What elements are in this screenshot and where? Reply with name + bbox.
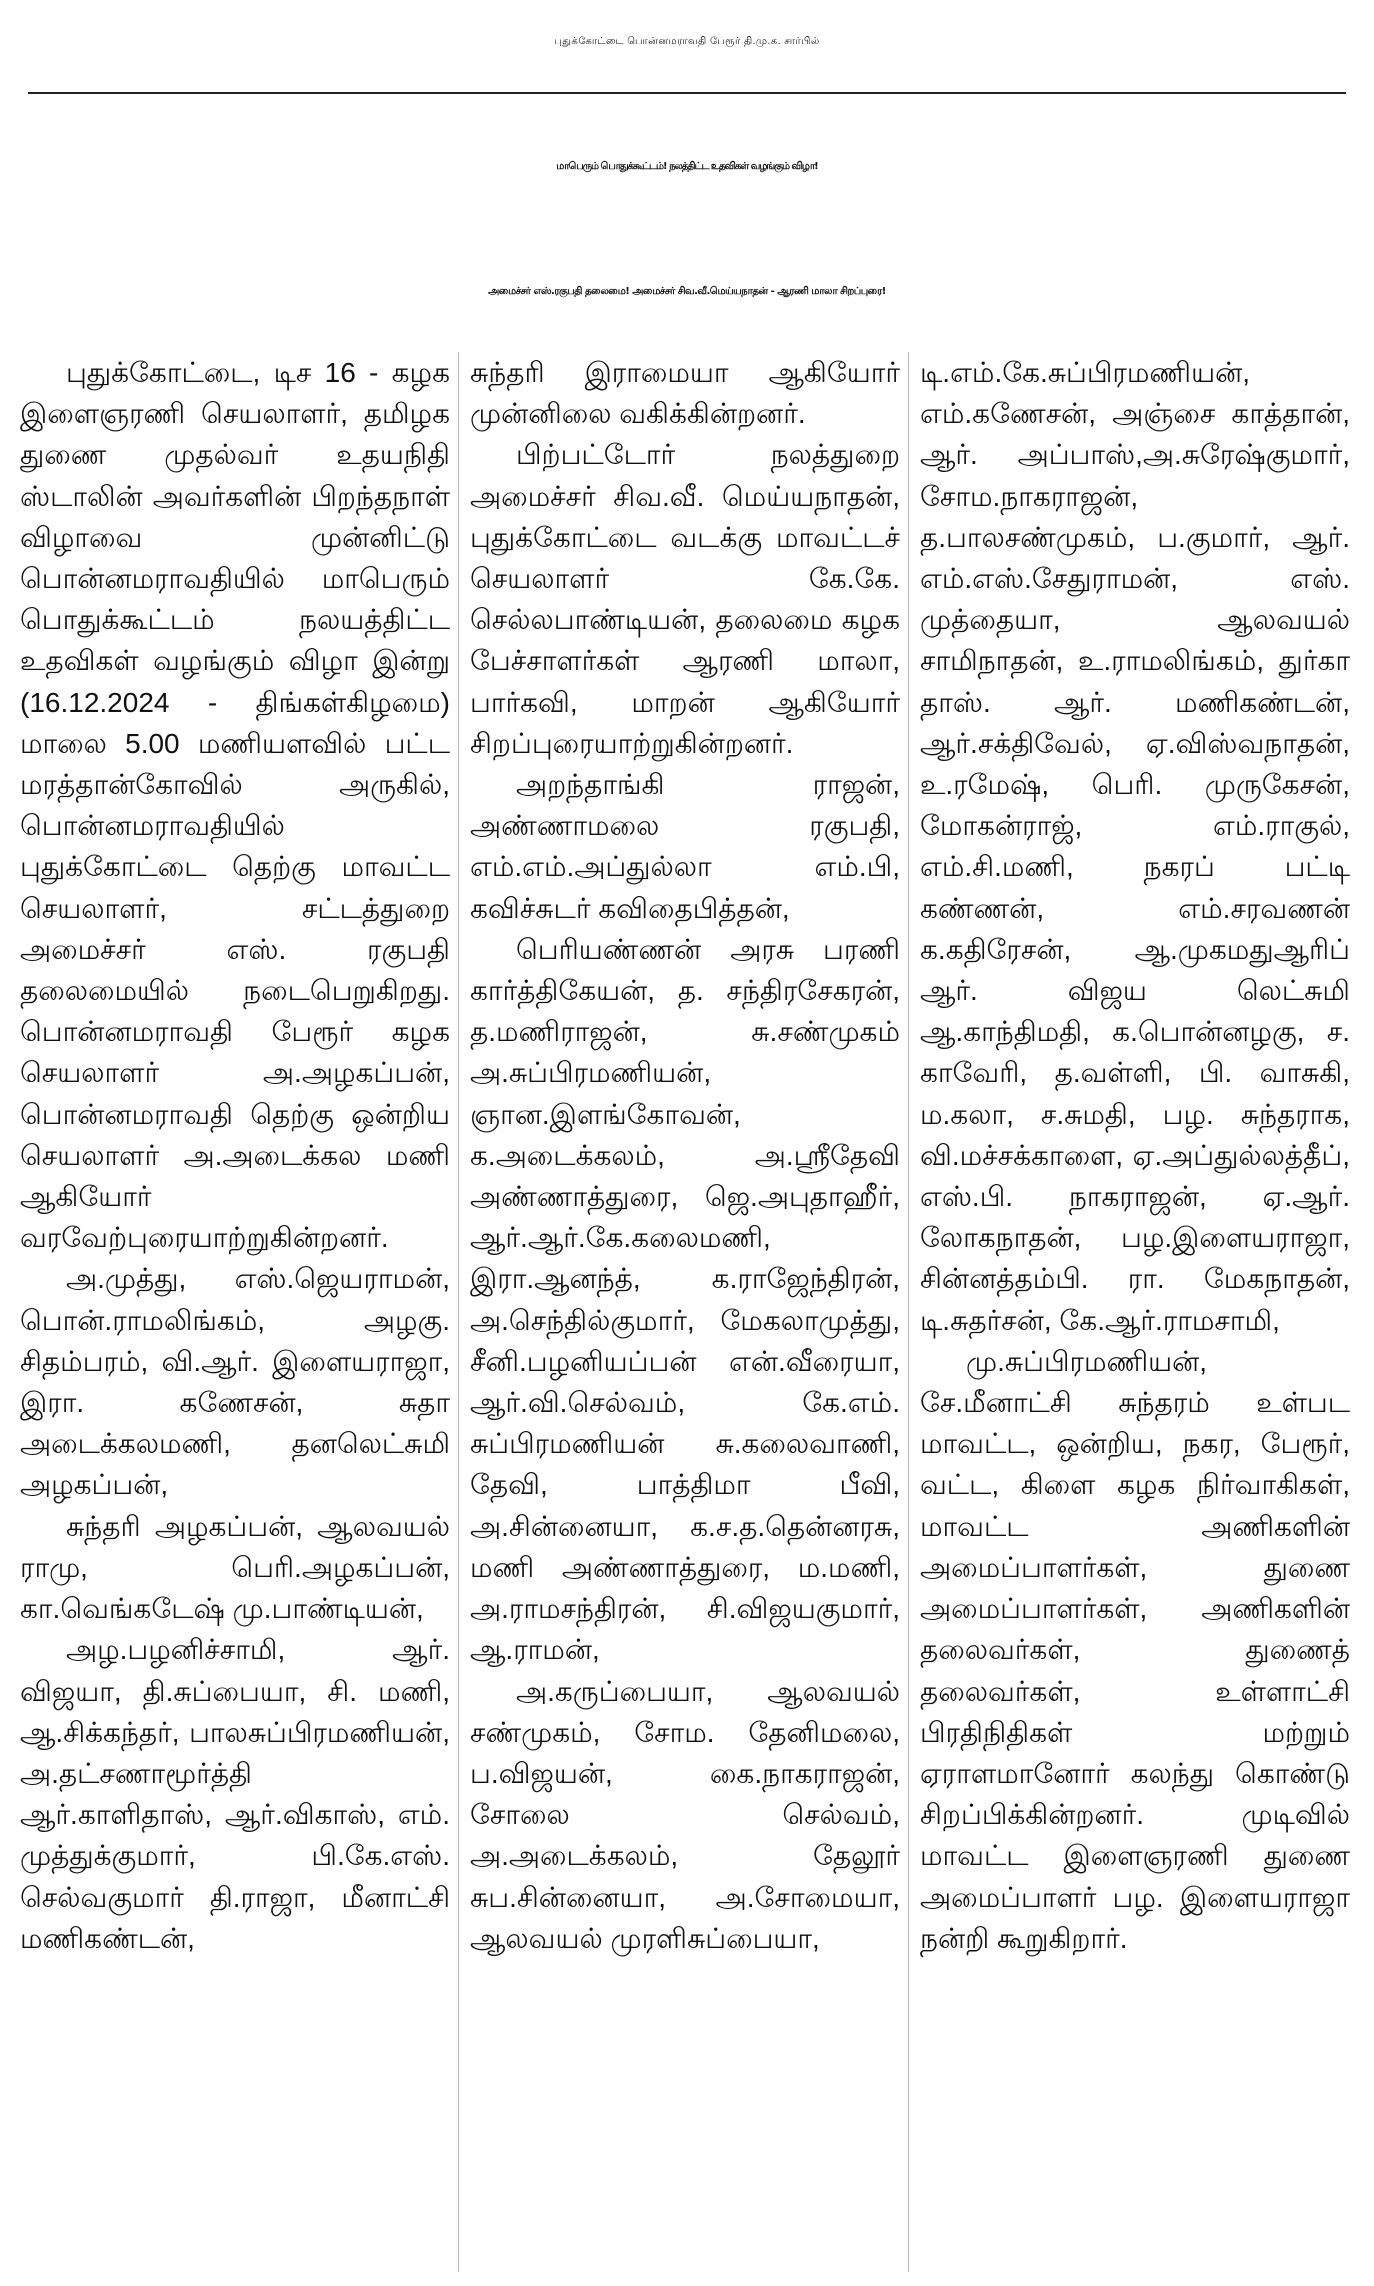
article-column-2 [470, 352, 900, 2272]
paragraph: டி.எம்.கே.சுப்பிரமணியன், எம்.கணேசன், அஞ்சை காத்தான், ஆர். அப்பாஸ்,அ.சுரேஷ்குமார், சோம.நாகராஜன், த.பாலசண்முகம், ப.குமார், ஆர். எம்.எஸ்.சேதுராமன், எஸ். முத்தையா, ஆலவயல் சாமிநாதன், உ.ராமலிங்கம், துர்கா தாஸ். ஆர். மணிகண்டன், ஆர்.சக்திவேல், ஏ.விஸ்வநாதன், உ.ரமேஷ், பெரி. முருகேசன், மோகன்ராஜ், எம்.ராகுல், எம்.சி.மணி, நகரப் பட்டி கண்ணன், எம்.சரவணன் க.கதிரேசன், ஆ.முகமதுஆரிப் ஆர். விஜய லெட்சுமி ஆ.காந்திமதி, க.பொன்னழகு, ச. காவேரி, த.வள்ளி, பி. வாசுகி, ம.கலா, ச.சுமதி, பழ. சுந்தராக, வி.மச்சக்காளை, ஏ.அப்துல்லத்தீப், எஸ்.பி. நாகராஜன், ஏ.ஆர். லோகநாதன், பழ.இளையராஜா, சின்னத்தம்பி. ரா. மேகநாதன், டி.சுதர்சன், கே.ஆர்.ராமசாமி, [920, 357, 1350, 1336]
paragraph: மு.சுப்பிரமணியன், சே.மீனாட்சி சுந்தரம் உள்பட மாவட்ட, ஒன்றிய, நகர, பேரூர், வட்ட, கிளை கழக நிர்வாகிகள், மாவட்ட அணிகளின் அமைப்பாளர்கள், துணை அமைப்பாளர்கள், அணிகளின் தலைவர்கள், துணைத் தலைவர்கள், உள்ளாட்சி பிரதிநிதிகள் மற்றும் ஏராளமானோர் கலந்து கொண்டு சிறப்பிக்கின்றனர். முடிவில் மாவட்ட இளைஞரணி துணை அமைப்பாளர் பழ. இளையராஜா நன்றி கூறுகிறார். [920, 1345, 1350, 1954]
main-headline: மாபெரும் பொதுக்கூட்டம்! நலத்திட்ட உதவிகள் வழங்கும் விழா! [556, 161, 818, 172]
article-column-1 [20, 352, 450, 2272]
column-divider [908, 352, 909, 2272]
paragraph: சுந்தரி இராமையா ஆகியோர் முன்னிலை வகிக்கின்றனர். [470, 357, 900, 430]
paragraph: புதுக்கோட்டை, டிச 16 - கழக இளைஞரணி செயலாளர், தமிழக துணை முதல்வர் உதயநிதி ஸ்டாலின் அவர்களின் பிறந்தநாள் விழாவை முன்னிட்டு பொன்னமராவதியில் மாபெரும் பொதுக்கூட்டம் நலயத்திட்ட உதவிகள் வழங்கும் விழா இன்று (16.12.2024 - திங்கள்கிழமை) மாலை 5.00 மணியளவில் பட்ட மரத்தான்கோவில் அருகில், பொன்னமராவதியில் புதுக்கோட்டை தெற்கு மாவட்ட செயலாளர், சட்டத்துறை அமைச்சர் எஸ். ரகுபதி தலைமையில் நடைபெறுகிறது. பொன்னமராவதி பேரூர் கழக செயலாளர் அ.அழகப்பன், பொன்னமராவதி தெற்கு ஒன்றிய செயலாளர் அ.அடைக்கல மணி ஆகியோர் வரவேற்புரையாற்றுகின்றனர். [20, 357, 450, 1254]
paragraph: அ.கருப்பையா, ஆலவயல் சண்முகம், சோம. தேனிமலை, ப.விஜயன், கை.நாகராஜன், சோலை செல்வம், அ.அடைக்கலம், தேலூர் சுப.சின்னையா, அ.சோமையா, ஆலவயல் முரளிசுப்பையா, [470, 1675, 900, 1954]
paragraph: அழ.பழனிச்சாமி, ஆர். விஜயா, தி.சுப்பையா, சி. மணி, ஆ.சிக்கந்தர், பாலசுப்பிரமணியன், அ.தட்சணாமூர்த்தி ஆர்.காளிதாஸ், ஆர்.விகாஸ், எம். முத்துக்குமார், பி.கே.எஸ். செல்வகுமார் தி.ராஜா, மீனாட்சி மணிகண்டன், [20, 1634, 450, 1954]
sub-headline: அமைச்சர் எஸ்.ரகுபதி தலைமை! அமைச்சர் சிவ.வீ.மெய்யநாதன் - ஆரணி மாலா சிறப்புரை! [488, 286, 886, 297]
paragraph: அ.முத்து, எஸ்.ஜெயராமன், பொன்.ராமலிங்கம், அழகு. சிதம்பரம், வி.ஆர். இளையராஜா, இரா. கணேசன், சுதா அடைக்கலமணி, தனலெட்சுமி அழகப்பன், [20, 1263, 450, 1501]
paragraph: அறந்தாங்கி ராஜன், அண்ணாமலை ரகுபதி, எம்.எம்.அப்துல்லா எம்.பி, கவிச்சுடர் கவிதைபித்தன், [470, 769, 900, 924]
paragraph: பெரியண்ணன் அரசு பரணி கார்த்திகேயன், த. சந்திரசேகரன், த.மணிராஜன், சு.சண்முகம் அ.சுப்பிரமணியன், ஞான.இளங்கோவன், க.அடைக்கலம், அ.ஸ்ரீதேவி அண்ணாத்துரை, ஜெ.அபுதாஹீர், ஆர்.ஆர்.கே.கலைமணி, இரா.ஆனந்த், க.ராஜேந்திரன், அ.செந்தில்குமார், மேகலாமுத்து, சீனி.பழனியப்பன் என்.வீரையா, ஆர்.வி.செல்வம், கே.எம். சுப்பிரமணியன் சு.கலைவாணி, தேவி, பாத்திமா பீவி, அ.சின்னையா, க.ச.த.தென்னரசு, மணி அண்ணாத்துரை, ம.மணி, அ.ராமசந்திரன், சி.விஜயகுமார், ஆ.ராமன், [470, 933, 900, 1666]
paragraph: சுந்தரி அழகப்பன், ஆலவயல் ராமு, பெரி.அழகப்பன், கா.வெங்கடேஷ் மு.பாண்டியன், [20, 1510, 450, 1625]
header-rule [28, 92, 1346, 94]
paragraph: பிற்பட்டோர் நலத்துறை அமைச்சர் சிவ.வீ. மெய்யநாதன், புதுக்கோட்டை வடக்கு மாவட்டச் செயலாளர் கே.கே. செல்லபாண்டியன், தலைமை கழக பேச்சாளர்கள் ஆரணி மாலா, பார்கவி, மாறன் ஆகியோர் சிறப்புரையாற்றுகின்றனர். [470, 439, 900, 759]
kicker-headline: புதுக்கோட்டை பொன்னமராவதி பேரூர் தி.மு.க. சார்பில் [554, 36, 820, 47]
column-divider [458, 352, 459, 2272]
article-column-3 [920, 352, 1350, 2272]
